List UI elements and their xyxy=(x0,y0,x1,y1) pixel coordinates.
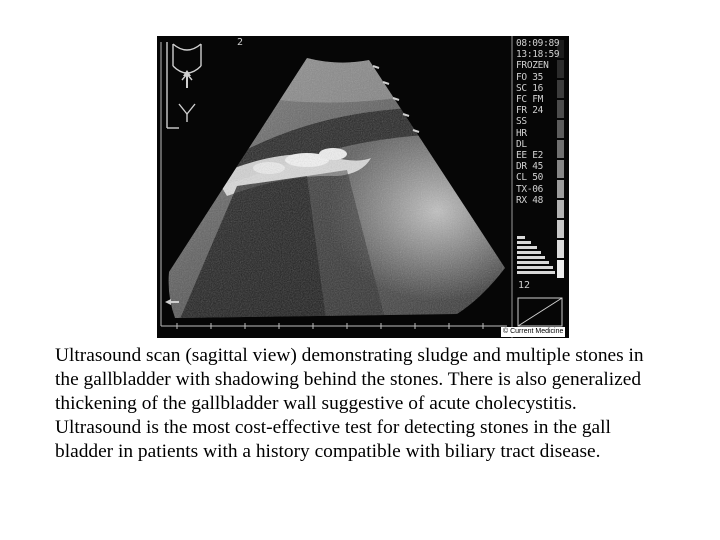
readout-line: SS xyxy=(516,116,527,128)
depth-marker: 12 xyxy=(518,280,531,291)
probe-number: 2 xyxy=(237,37,244,48)
ultrasound-scan-graphic xyxy=(157,36,569,338)
orientation-marker-icon xyxy=(167,42,201,128)
scan-sector xyxy=(157,36,569,338)
figure-caption: Ultrasound scan (sagittal view) demonstrating sludge and multiple stones in the gallbladder with shadowing behind the stones. There is also generalized thickening of the gallbladder wall suggestive of acute cholecystitis. Ultrasound is the most cost-effective test for detecting stones in the gall bladder in patients with a history compatible with biliary tract disease. xyxy=(55,345,644,462)
bottom-scale xyxy=(161,323,507,329)
image-credit: © Current Medicine xyxy=(503,328,564,335)
readout-line: 08:09:89 xyxy=(516,38,560,49)
readout-line: TX-06 xyxy=(516,183,544,195)
gamma-curve-box xyxy=(518,298,562,326)
readout-line: HR xyxy=(516,127,527,139)
readout-line: EE E2 xyxy=(516,150,544,162)
readout-line: 13:18:59 xyxy=(516,49,560,61)
readout-line: CL 50 xyxy=(516,172,544,184)
ultrasound-image xyxy=(157,36,569,338)
readout-line: FC FM xyxy=(516,94,544,106)
processing-curve-bars xyxy=(517,236,555,274)
readout-line: FROZEN xyxy=(516,60,549,72)
readout-line: DR 45 xyxy=(516,161,544,173)
readout-line: DL xyxy=(516,138,527,150)
readout-line: SC 16 xyxy=(516,82,544,94)
readout-line: RX 48 xyxy=(516,194,544,206)
scanner-readout xyxy=(516,38,568,206)
readout-line: FO 35 xyxy=(516,71,544,83)
readout-line: FR 24 xyxy=(516,105,544,117)
